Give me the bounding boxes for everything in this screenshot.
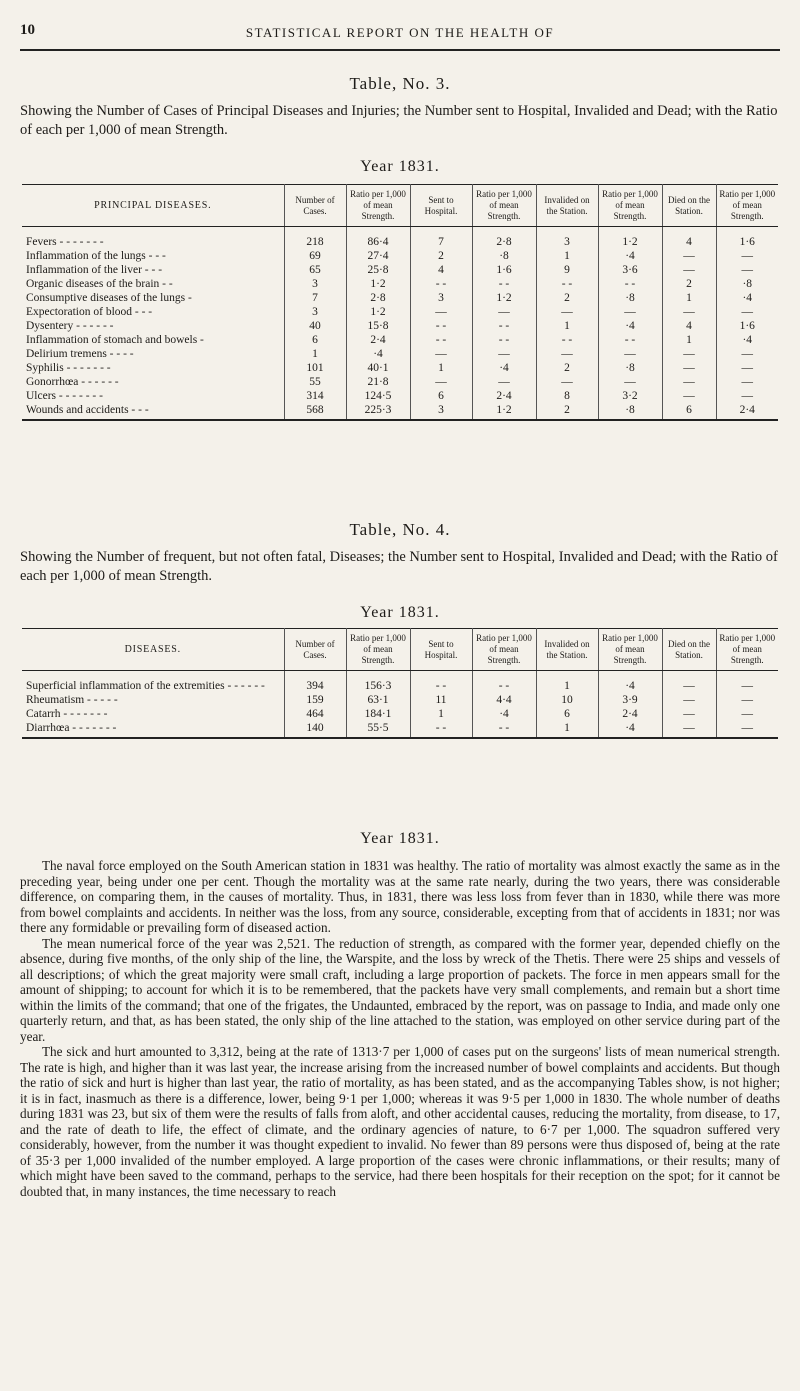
table-row [22, 361, 778, 375]
value-cell: 1·2 [346, 277, 410, 291]
value-cell: 2 [536, 361, 598, 375]
disease-name-cell: Catarrh - - - - - - - [22, 707, 284, 721]
value-cell: 3·6 [598, 263, 662, 277]
value-cell: — [741, 376, 753, 388]
column-header: Ratio per 1,000 of mean Strength. [346, 185, 410, 227]
narrative-body [20, 858, 780, 1199]
value-cell: 7 [410, 227, 472, 250]
value-cell: 4·4 [472, 693, 536, 707]
disease-name-cell: Organic diseases of the brain - - [22, 277, 284, 291]
value-cell: 2·4 [598, 707, 662, 721]
table-row [22, 263, 778, 277]
value-cell: 1·6 [739, 320, 755, 332]
value-cell: 7 [284, 291, 346, 305]
column-header: Ratio per 1,000 of mean Strength. [346, 629, 410, 671]
value-cell: - - [472, 333, 536, 347]
value-cell: — [662, 721, 716, 738]
column-header: Ratio per 1,000 of mean Strength. [716, 185, 778, 227]
running-head: STATISTICAL REPORT ON THE HEALTH OF [245, 25, 555, 40]
value-cell: 124·5 [346, 389, 410, 403]
value-cell: - - [598, 333, 662, 347]
value-cell: ·4 [742, 292, 753, 304]
value-cell: — [662, 305, 716, 319]
table-row [22, 707, 778, 721]
value-cell: 225·3 [346, 403, 410, 420]
value-cell: 1 [536, 721, 598, 738]
value-cell: ·4 [742, 334, 753, 346]
table3-body [22, 227, 778, 421]
value-cell: 2·4 [346, 333, 410, 347]
value-cell: 314 [284, 389, 346, 403]
value-cell: 3 [410, 403, 472, 420]
value-cell: 2 [536, 403, 598, 420]
value-cell: — [741, 694, 753, 706]
value-cell: — [662, 707, 716, 721]
value-cell: ·8 [598, 291, 662, 305]
value-cell: 6 [410, 389, 472, 403]
narrative-heading: Year 1831. [360, 830, 440, 847]
table3-year: Year 1831. [360, 158, 440, 175]
column-header: Died on the Station. [662, 185, 716, 227]
value-cell: 1 [662, 291, 716, 305]
value-cell: 2·4 [716, 403, 778, 420]
table-row [22, 249, 778, 263]
column-header: Invalided on the Station. [536, 629, 598, 671]
value-cell: - - [410, 319, 472, 333]
paragraph: The sick and hurt amounted to 3,312, being at the rate of 1313·7 per 1,000 of cases put on the surgeons' lists of mean numerical strength. The rate is high, and higher than it was last year, the increase arising from the increased number of bowel complaints and accidents. But though the ratio of sick and hurt is higher than last year, the ratio of mortality, as has been stated, and as the accompanying Tables show, is not higher; it is in fact, inasmuch as there is a difference, lower, being 9·1 per 1,000; whereas it was 9·5 per 1,000 in 1830. The whole number of deaths during 1831 was 23, but six of them were the results of falls from aloft, and other accidental causes, reducing the mortality, from disease, to 17, and the rate of death to life, the effect of climate, and the ordinary agencies of nature, to 6·7 per 1,000. The squadron suffered very considerably, however, from the number it was thought expedient to invalid. No fewer than 89 persons were thus disposed of, being at the rate of 35·3 per 1,000 invalided of the number employed. A large proportion of the cases were chronic inflammations, or their results; many of which might have been saved to the command, perhaps to the service, had there been hospitals for their reception on the spot; for it cannot be doubted that, in many instances, the time necessary to reach [20, 1044, 780, 1199]
value-cell: 2 [536, 291, 598, 305]
value-cell: — [472, 305, 536, 319]
column-header: Ratio per 1,000 of mean Strength. [598, 629, 662, 671]
value-cell: — [662, 347, 716, 361]
value-cell: 4 [410, 263, 472, 277]
value-cell: - - [410, 671, 472, 694]
table3-caption: Showing the Number of Cases of Principal Diseases and Injuries; the Number sent to Hospital, Invalided and Dead; with the Ratio of each per 1,000 of mean Strength. [20, 103, 778, 138]
value-cell: 6 [284, 333, 346, 347]
value-cell: 15·8 [346, 319, 410, 333]
value-cell: 40 [284, 319, 346, 333]
value-cell: 27·4 [346, 249, 410, 263]
column-header: Ratio per 1,000 of mean Strength. [716, 629, 778, 671]
column-header: Ratio per 1,000 of mean Strength. [472, 629, 536, 671]
table3-header-row [22, 185, 778, 227]
value-cell: ·8 [598, 403, 662, 420]
value-cell: — [741, 390, 753, 402]
column-header: Died on the Station. [662, 629, 716, 671]
value-cell: 40·1 [346, 361, 410, 375]
value-cell: — [662, 693, 716, 707]
column-header: Ratio per 1,000 of mean Strength. [598, 185, 662, 227]
value-cell: - - [410, 721, 472, 738]
table4 [22, 628, 778, 739]
value-cell: 63·1 [346, 693, 410, 707]
table-row [22, 291, 778, 305]
value-cell: 394 [284, 671, 346, 694]
page-number: 10 [20, 22, 35, 38]
value-cell: - - [410, 277, 472, 291]
value-cell: — [741, 250, 753, 262]
value-cell: — [598, 347, 662, 361]
value-cell: ·4 [472, 361, 536, 375]
value-cell: 3·9 [598, 693, 662, 707]
value-cell: 2·8 [472, 227, 536, 250]
value-cell: ·4 [598, 721, 662, 738]
value-cell: 9 [536, 263, 598, 277]
column-header: Sent to Hospital. [410, 185, 472, 227]
value-cell: ·8 [598, 361, 662, 375]
value-cell: ·4 [346, 347, 410, 361]
column-header: Ratio per 1,000 of mean Strength. [472, 185, 536, 227]
disease-name-cell: Fevers - - - - - - - [22, 227, 284, 250]
disease-name-cell: Expectoration of blood - - - [22, 305, 284, 319]
value-cell: — [662, 361, 716, 375]
table-row [22, 305, 778, 319]
value-cell: 1 [410, 707, 472, 721]
value-cell: 3 [284, 305, 346, 319]
header-rule [20, 49, 780, 51]
value-cell: 3·2 [598, 389, 662, 403]
column-header: Invalided on the Station. [536, 185, 598, 227]
disease-name-cell: Rheumatism - - - - - [22, 693, 284, 707]
value-cell: — [598, 375, 662, 389]
table4-title: Table, No. 4. [349, 520, 451, 539]
disease-name-cell: Dysentery - - - - - - [22, 319, 284, 333]
value-cell: — [410, 347, 472, 361]
value-cell: ·4 [598, 319, 662, 333]
table4-year: Year 1831. [360, 604, 440, 621]
value-cell: 55 [284, 375, 346, 389]
value-cell: - - [472, 319, 536, 333]
disease-name-cell: Inflammation of the liver - - - [22, 263, 284, 277]
value-cell: - - [410, 333, 472, 347]
disease-name-cell: Inflammation of the lungs - - - [22, 249, 284, 263]
value-cell: 6 [662, 403, 716, 420]
value-cell: 568 [284, 403, 346, 420]
value-cell: - - [598, 277, 662, 291]
value-cell: 1 [662, 333, 716, 347]
column-header: Number of Cases. [284, 629, 346, 671]
table4-caption: Showing the Number of frequent, but not often fatal, Diseases; the Number sent to Hospital, Invalided and Dead; with the Ratio of each per 1,000 of mean Strength. [20, 549, 778, 584]
value-cell: 159 [284, 693, 346, 707]
table-row [22, 333, 778, 347]
value-cell: — [741, 264, 753, 276]
value-cell: 8 [536, 389, 598, 403]
value-cell: — [662, 249, 716, 263]
value-cell: 1 [410, 361, 472, 375]
value-cell: — [662, 671, 716, 694]
table-row [22, 375, 778, 389]
disease-name-cell: Consumptive diseases of the lungs - [22, 291, 284, 305]
value-cell: — [472, 347, 536, 361]
value-cell: 1·2 [472, 291, 536, 305]
column-header: Sent to Hospital. [410, 629, 472, 671]
table4-body [22, 671, 778, 739]
value-cell: - - [472, 671, 536, 694]
value-cell: 1·2 [346, 305, 410, 319]
value-cell: 6 [536, 707, 598, 721]
table3 [22, 184, 778, 421]
column-header: PRINCIPAL DISEASES. [22, 185, 284, 227]
table-row [22, 277, 778, 291]
value-cell: - - [536, 333, 598, 347]
value-cell: 3 [536, 227, 598, 250]
value-cell: 10 [536, 693, 598, 707]
value-cell: — [716, 721, 778, 738]
value-cell: ·8 [472, 249, 536, 263]
value-cell: 140 [284, 721, 346, 738]
value-cell: — [598, 305, 662, 319]
disease-name-cell: Syphilis - - - - - - - [22, 361, 284, 375]
value-cell: — [410, 375, 472, 389]
value-cell: 184·1 [346, 707, 410, 721]
value-cell: 156·3 [346, 671, 410, 694]
value-cell: — [536, 347, 598, 361]
value-cell: — [410, 305, 472, 319]
table3-title: Table, No. 3. [349, 74, 451, 93]
table-row [22, 389, 778, 403]
value-cell: 2 [662, 277, 716, 291]
value-cell: 101 [284, 361, 346, 375]
table4-header-row [22, 629, 778, 671]
value-cell: 1 [536, 249, 598, 263]
value-cell: 2·4 [472, 389, 536, 403]
table-row [22, 671, 778, 694]
value-cell: — [662, 375, 716, 389]
value-cell: 11 [410, 693, 472, 707]
value-cell: 1 [284, 347, 346, 361]
value-cell: 218 [284, 227, 346, 250]
value-cell: 69 [284, 249, 346, 263]
value-cell: 1 [536, 319, 598, 333]
value-cell: — [536, 305, 598, 319]
value-cell: 1 [536, 671, 598, 694]
value-cell: - - [472, 277, 536, 291]
table-row [22, 403, 778, 420]
value-cell: 3 [284, 277, 346, 291]
paragraph: The naval force employed on the South American station in 1831 was healthy. The ratio of mortality was almost exactly the same as in the preceding year, being under one per cent. Though the mortality was at the same rate nearly, during the two years, there was considerable difference, on comparing them, in the causes of mortality. Thus, in 1831, there was less loss from fever than in 1830, while there was more from bowel complaints and accidents. In neither was the loss, from any source, considerable, excepting from that of accidents in 1831; nor was there any formidable or prevailing form of diseased action. [20, 858, 780, 935]
value-cell: ·4 [598, 671, 662, 694]
value-cell: 2·8 [346, 291, 410, 305]
disease-name-cell: Superficial inflammation of the extremities - - - - - - [22, 671, 284, 694]
value-cell: 21·8 [346, 375, 410, 389]
column-header: DISEASES. [22, 629, 284, 671]
value-cell: — [741, 348, 753, 360]
value-cell: 25·8 [346, 263, 410, 277]
table-row [22, 693, 778, 707]
table-row [22, 721, 778, 738]
value-cell: 1·6 [739, 236, 755, 248]
value-cell: 464 [284, 707, 346, 721]
value-cell: 86·4 [346, 227, 410, 250]
value-cell: - - [536, 277, 598, 291]
value-cell: — [741, 680, 753, 692]
value-cell: ·4 [472, 707, 536, 721]
paragraph: The mean numerical force of the year was 2,521. The reduction of strength, as compared with the former year, depended chiefly on the absence, during five months, of the only ship of the line, the Warspite, and the loss by wreck of the Thetis. There were 25 ships and vessels of all descriptions; of which the great majority were small craft, including a large proportion of packets. The force in men appears small for the amount of shipping; to account for which it is to be remembered, that the packets have very small complements, and remain but a short time within the limits of the command; that one of the frigates, the Undaunted, embraced by the report, was on passage to India, and made only one quarterly return, and that, as has been stated, the only ship of the line attached to the station, was employed on other service during part of the year. [20, 935, 780, 1044]
value-cell: — [662, 263, 716, 277]
disease-name-cell: Delirium tremens - - - - [22, 347, 284, 361]
value-cell: — [741, 306, 753, 318]
value-cell: — [662, 389, 716, 403]
value-cell: 2 [410, 249, 472, 263]
value-cell: ·4 [598, 249, 662, 263]
value-cell: ·8 [742, 278, 753, 290]
value-cell: 1·2 [472, 403, 536, 420]
value-cell: — [536, 375, 598, 389]
value-cell: — [741, 708, 753, 720]
table-row [22, 227, 778, 250]
table-row [22, 347, 778, 361]
value-cell: — [472, 375, 536, 389]
disease-name-cell: Gonorrhœa - - - - - - [22, 375, 284, 389]
value-cell: - - [472, 721, 536, 738]
value-cell: 1·2 [598, 227, 662, 250]
table-row [22, 319, 778, 333]
column-header: Number of Cases. [284, 185, 346, 227]
value-cell: 4 [662, 227, 716, 250]
disease-name-cell: Diarrhœa - - - - - - - [22, 721, 284, 738]
disease-name-cell: Inflammation of stomach and bowels - [22, 333, 284, 347]
value-cell: 4 [662, 319, 716, 333]
disease-name-cell: Wounds and accidents - - - [22, 403, 284, 420]
value-cell: 55·5 [346, 721, 410, 738]
value-cell: 65 [284, 263, 346, 277]
disease-name-cell: Ulcers - - - - - - - [22, 389, 284, 403]
value-cell: — [741, 362, 753, 374]
value-cell: 1·6 [472, 263, 536, 277]
value-cell: 3 [410, 291, 472, 305]
